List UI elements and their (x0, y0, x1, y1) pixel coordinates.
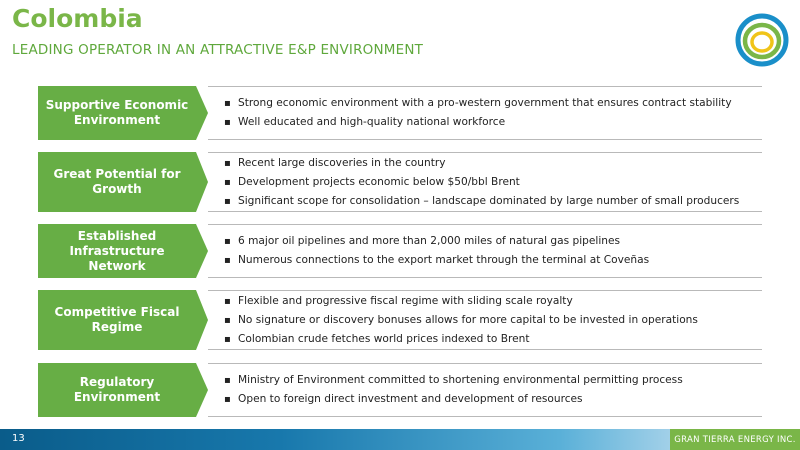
bullet-item: ▪ Development projects economic below $50/bbl Brent (224, 173, 762, 192)
row-established-infrastructure-network (38, 224, 762, 278)
row-label: Supportive Economic Environment (38, 86, 196, 140)
arrow-icon (196, 152, 208, 212)
page-number: 13 (12, 433, 25, 444)
bullet-list (208, 152, 762, 212)
bullet-item: ▪ Strong economic environment with a pro-western government that ensures contract stability (224, 94, 762, 113)
row-label: Regulatory Environment (38, 363, 196, 417)
footer-bar (0, 429, 800, 450)
bullet-list (208, 290, 762, 350)
bullet-item: ▪ Flexible and progressive fiscal regime with sliding scale royalty (224, 292, 762, 311)
company-name: GRAN TIERRA ENERGY INC. (670, 429, 800, 450)
bullet-item: ▪ Open to foreign direct investment and development of resources (224, 390, 762, 409)
row-great-potential-for-growth (38, 152, 762, 212)
bullet-item: ▪ No signature or discovery bonuses allows for more capital to be invested in operations (224, 311, 762, 330)
bullet-list (208, 224, 762, 278)
arrow-icon (196, 363, 208, 417)
bullet-item: ▪ Significant scope for consolidation – landscape dominated by large number of small producers (224, 192, 762, 211)
arrow-icon (196, 86, 208, 140)
arrow-icon (196, 290, 208, 350)
row-regulatory-environment (38, 363, 762, 417)
row-label: Great Potential for Growth (38, 152, 196, 212)
bullet-item: ▪ Numerous connections to the export market through the terminal at Coveñas (224, 251, 762, 270)
bullet-item: ▪ Recent large discoveries in the country (224, 154, 762, 173)
page-subtitle: LEADING OPERATOR IN AN ATTRACTIVE E&P ENVIRONMENT (12, 42, 424, 58)
bullet-list (208, 86, 762, 140)
page-title: Colombia (12, 4, 143, 33)
row-label: Established Infrastructure Network (38, 224, 196, 278)
row-label: Competitive Fiscal Regime (38, 290, 196, 350)
bullet-item: ▪ Ministry of Environment committed to shortening environmental permitting process (224, 371, 762, 390)
arrow-icon (196, 224, 208, 278)
row-competitive-fiscal-regime (38, 290, 762, 350)
bullet-list (208, 363, 762, 417)
row-supportive-economic-environment (38, 86, 762, 140)
bullet-item: ▪ 6 major oil pipelines and more than 2,000 miles of natural gas pipelines (224, 232, 762, 251)
ring-logo-icon (734, 12, 790, 68)
bullet-item: ▪ Colombian crude fetches world prices indexed to Brent (224, 330, 762, 349)
bullet-item: ▪ Well educated and high-quality national workforce (224, 113, 762, 132)
